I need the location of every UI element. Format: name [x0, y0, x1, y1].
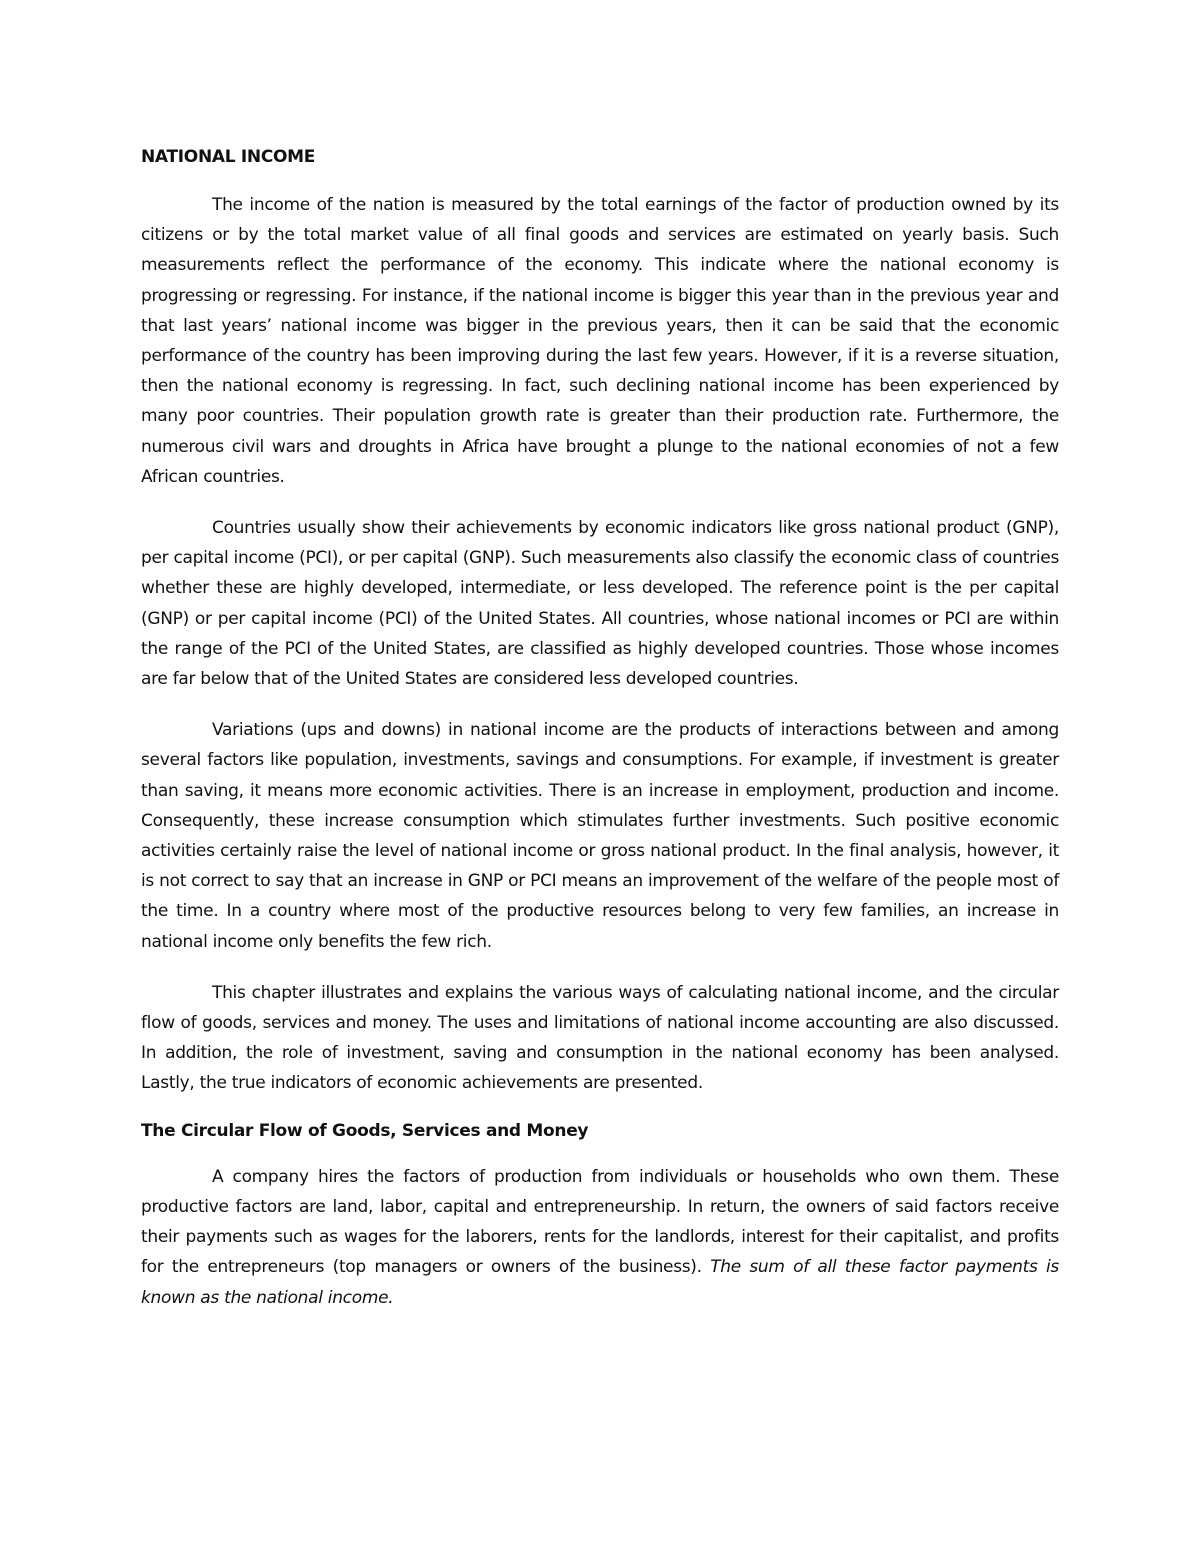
paragraph-circular-flow-emphasis: The sum of all these factor payments is known as the national income.	[141, 1257, 1059, 1308]
paragraph-national-income-intro: The income of the nation is measured by the total earnings of the factor of production owned by its citizens or by the total market value of all final goods and services are estimated on yearly basis. Such measurements reflect the performance of the economy. This indicate where the national economy is progressing or regressing. For instance, if the national income is bigger this year than in the previous year and that last years’ national income was bigger in the previous years, then it can be said that the economic performance of the country has been improving during the last few years. However, if it is a reverse situation, then the national economy is regressing. In fact, such declining national income has been experienced by many poor countries. Their population growth rate is greater than their production rate. Furthermore, the numerous civil wars and droughts in Africa have brought a plunge to the national economies of not a few African countries.	[141, 195, 1059, 487]
document-title: NATIONAL INCOME	[141, 147, 316, 167]
section-heading: The Circular Flow of Goods, Services and Money	[141, 1120, 589, 1141]
paragraph-chapter-overview: This chapter illustrates and explains the various ways of calculating national income, and the circular flow of goods, services and money. The uses and limitations of national income accounting are also discussed. In addition, the role of investment, saving and consumption in the national economy has been analysed. Lastly, the true indicators of economic achievements are presented.	[141, 982, 1059, 1094]
paragraph-circular-flow	[141, 1162, 1059, 1313]
document-page	[141, 146, 1059, 1334]
paragraph-economic-indicators: Countries usually show their achievements by economic indicators like gross national product (GNP), per capital income (PCI), or per capital (GNP). Such measurements also classify the economic class of countries whether these are highly developed, intermediate, or less developed. The reference point is the per capital (GNP) or per capital income (PCI) of the United States. All countries, whose national incomes or PCI are within the range of the PCI of the United States, are classified as highly developed countries. Those whose incomes are far below that of the United States are considered less developed countries.	[141, 518, 1059, 690]
paragraph-circular-flow-text: A company hires the factors of production from individuals or households who own them. These productive factors are land, labor, capital and entrepreneurship. In return, the owners of said factors receive their payments such as wages for the laborers, rents for the landlords, interest for their capitalist, and profits for the entrepreneurs (top managers or owners of the business).	[141, 1166, 1059, 1278]
paragraph-variations: Variations (ups and downs) in national income are the products of interactions between and among several factors like population, investments, savings and consumptions. For example, if investment is greater than saving, it means more economic activities. There is an increase in employment, production and income. Consequently, these increase consumption which stimulates further investments. Such positive economic activities certainly raise the level of national income or gross national product. In the final analysis, however, it is not correct to say that an increase in GNP or PCI means an improvement of the welfare of the people most of the time. In a country where most of the productive resources belong to very few families, an increase in national income only benefits the few rich.	[141, 720, 1059, 952]
